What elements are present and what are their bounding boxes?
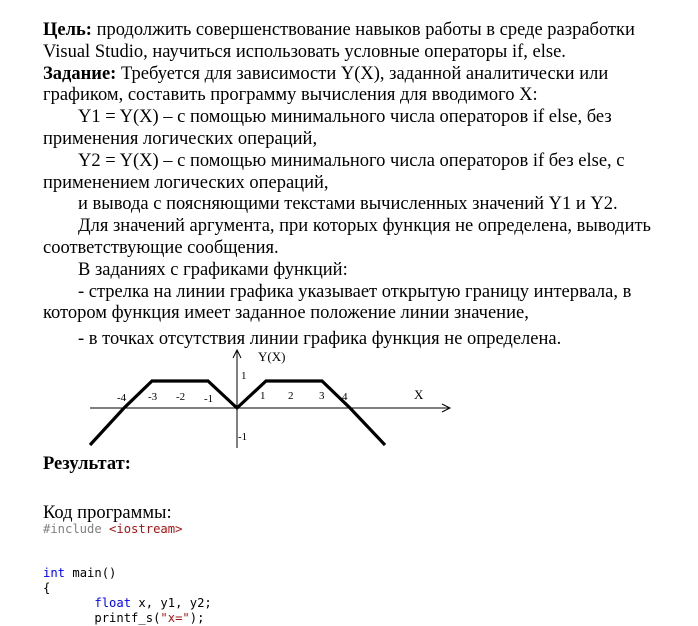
x-axis-label: X — [414, 387, 424, 402]
result-label: Результат: — [43, 454, 131, 474]
goal-text: продолжить совершенствование навыков работы в среде разработки Visual Studio, научиться использовать условные операторы if, else. — [43, 20, 635, 62]
y-tick-label: 1 — [241, 370, 247, 382]
printf-string: "x=" — [160, 610, 190, 625]
graphs-intro: В заданиях с графиками функций: — [78, 259, 348, 280]
y-tick-label: -1 — [238, 431, 248, 443]
task-paragraph — [43, 64, 668, 108]
x-tick-label: -3 — [148, 391, 158, 403]
code-header: Код программы: — [43, 503, 172, 523]
x-tick-label: 4 — [342, 391, 348, 403]
declaration-rest: x, y1, y2; — [131, 595, 212, 610]
task-label: Задание: — [43, 63, 117, 84]
y1-requirement: Y1 = Y(X) – с помощью минимального числа операторов if else, без применения логических операций, — [43, 107, 612, 149]
x-tick-label: -2 — [176, 391, 186, 403]
undefined-requirement: Для значений аргумента, при которых функция не определена, выводить соответствующие сообщения. — [43, 216, 651, 258]
printf-end: ); — [189, 610, 205, 625]
include-header: <iostream> — [109, 522, 183, 536]
goal-paragraph — [43, 20, 668, 64]
int-keyword: int — [43, 566, 66, 581]
output-requirement: и вывода с поясняющими текстами вычисленных значений Y1 и Y2. — [78, 194, 618, 215]
printf-call: printf_s( — [94, 610, 161, 625]
gap-rule: - в точках отсутствия линии графика функция не определена. — [78, 329, 562, 350]
open-brace: { — [43, 581, 51, 596]
float-keyword: float — [94, 595, 132, 610]
x-tick-label: 3 — [319, 390, 325, 402]
main-signature: main() — [65, 566, 117, 581]
goal-label: Цель: — [43, 20, 92, 40]
function-graph — [80, 345, 460, 455]
x-tick-label: 1 — [260, 390, 266, 402]
arrow-rule: - стрелка на линии графика указывает открытую границу интервала, в котором функция имеет заданное положение линии значение, — [43, 281, 632, 324]
x-tick-label: -4 — [117, 392, 127, 404]
x-tick-label: 2 — [288, 390, 294, 402]
task-description — [43, 20, 668, 351]
y2-requirement: Y2 = Y(X) – с помощью минимального числа операторов if без else, с применением логических операций, — [43, 150, 625, 193]
x-tick-label: -1 — [204, 393, 214, 405]
task-text: Требуется для зависимости Y(X), заданной аналитически или графиком, составить программу вычисления для вводимого X: — [43, 63, 609, 106]
y-axis-label: Y(X) — [258, 349, 286, 364]
code-listing — [43, 522, 212, 626]
include-directive: #include — [43, 522, 110, 536]
